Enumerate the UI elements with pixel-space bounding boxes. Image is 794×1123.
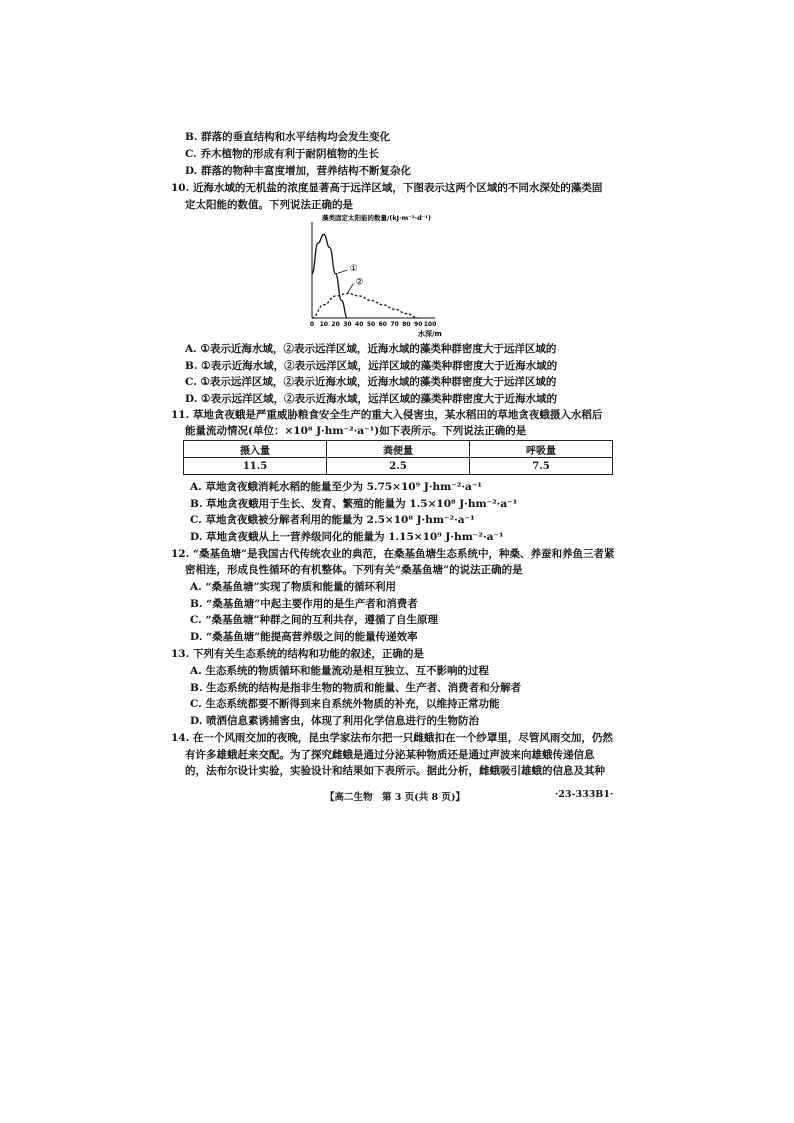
q10-stem-line2: 定太阳能的数值。下列说法正确的是 <box>185 199 353 211</box>
series-leader-2 <box>347 283 353 293</box>
table-row <box>184 458 613 475</box>
q11-option-c: C. 草地贪夜蛾被分解者利用的能量为 2.5×10⁸ J·hm⁻²·a⁻¹ <box>190 514 475 526</box>
q12-option-b: B. “桑基鱼塘”中起主要作用的是生产者和消费者 <box>190 598 418 610</box>
x-ticks <box>310 321 436 328</box>
q14-stem-line2: 有许多雄蛾赶来交配。为了探究雌蛾是通过分泌某种物质还是通过声波来向雄蛾传递信息 <box>185 749 595 761</box>
q11-option-d: D. 草地贪夜蛾从上一营养级同化的能量为 1.15×10⁹ J·hm⁻²·a⁻¹ <box>190 531 504 543</box>
q10-stem-line1: 10. 近海水域的无机盐的浓度显著高于远洋区域，下图表示这两个区域的不同水深处的藻类固 <box>171 182 603 194</box>
q9-option-d: D. 群落的物种丰富度增加，营养结构不断复杂化 <box>185 165 412 177</box>
q14-stem-line3: 的，法布尔设计实验，实验设计和结果如下表所示。据此分析，雌蛾吸引雄蛾的信息及其种 <box>185 765 605 777</box>
q13-option-a: A. 生态系统的物质循环和能量流动是相互独立、互不影响的过程 <box>190 665 489 677</box>
q12-stem-line1: 12. “桑基鱼塘”是我国古代传统农业的典范，在桑基鱼塘生态系统中，种桑、养蚕和养鱼三者紧 <box>171 548 615 560</box>
q13-option-b: B. 生态系统的结构是指非生物的物质和能量、生产者、消费者和分解者 <box>190 682 522 694</box>
q12-option-d: D. “桑基鱼塘”能提高营养级之间的能量传递效率 <box>190 631 418 643</box>
x-tick-label: 30 <box>343 321 352 328</box>
q13-option-c: C. 生态系统都要不断得到来自系统外物质的补充，以维持正常功能 <box>190 698 500 710</box>
x-tick-label: 50 <box>366 321 376 328</box>
header-intake: 摄入量 <box>184 441 327 458</box>
q11-stem-line1: 11. 草地贪夜蛾是严重威胁粮食安全生产的重大入侵害虫，某水稻田的草地贪夜蛾摄入水稻后 <box>171 409 603 421</box>
x-tick-label: 60 <box>378 321 387 328</box>
x-tick-label: 40 <box>355 321 364 328</box>
chart-xlabel: 水深/m <box>418 330 442 338</box>
x-tick-label: 70 <box>390 321 399 328</box>
chart-series <box>312 234 418 318</box>
header-feces: 粪便量 <box>327 441 470 458</box>
chart-ylabel: 藻类固定太阳能的数量/(kJ·m⁻²·d⁻¹) <box>322 214 431 222</box>
value-intake: 11.5 <box>184 458 327 475</box>
header-respiration: 呼吸量 <box>470 441 613 458</box>
algae-energy-chart <box>300 210 450 340</box>
page-footer-label: 【高二生物 第 3 页(共 8 页)】 <box>325 792 465 803</box>
q10-option-c: C. ①表示远洋区域，②表示近海水域，近海水域的藻类种群密度大于远洋区域的 <box>185 376 557 388</box>
q14-stem-line1: 14. 在一个风雨交加的夜晚，昆虫学家法布尔把一只雌蛾扣在一个纱罩里，尽管风雨交加，仍然 <box>171 732 613 744</box>
x-tick-label: 20 <box>331 321 340 328</box>
page-footer-code: ·23-333B1· <box>555 789 614 800</box>
x-tick-label: 0 <box>309 321 315 328</box>
q11-option-a: A. 草地贪夜蛾消耗水稻的能量至少为 5.75×10⁹ J·hm⁻²·a⁻¹ <box>190 481 482 493</box>
series-line-2 <box>312 293 418 318</box>
q12-stem-line2: 密相连，形成良性循环的有机整体。下列有关“桑基鱼塘”的说法正确的是 <box>185 564 523 576</box>
q9-option-b: B. 群落的垂直结构和水平结构均会发生变化 <box>185 131 391 143</box>
series-label-2: ② <box>355 277 364 288</box>
series-leader-1 <box>336 270 348 274</box>
q10-option-b: B. ①表示近海水域，②表示远洋区域，远洋区域的藻类种群密度大于近海水域的 <box>185 360 558 372</box>
q10-option-a: A. ①表示近海水域，②表示远洋区域，近海水域的藻类种群密度大于远洋区域的 <box>185 343 557 355</box>
q13-stem: 13. 下列有关生态系统的结构和功能的叙述，正确的是 <box>171 648 424 660</box>
q9-option-c: C. 乔木植物的形成有利于耐阴植物的生长 <box>185 148 379 160</box>
x-tick-label: 100 <box>423 321 437 328</box>
q13-option-d: D. 喷洒信息素诱捕害虫，体现了利用化学信息进行的生物防治 <box>190 715 480 727</box>
q12-option-a: A. “桑基鱼塘”实现了物质和能量的循环利用 <box>190 581 397 593</box>
series-line-1 <box>312 234 347 318</box>
q10-option-d: D. ①表示远洋区域，②表示近海水域，远洋区域的藻类种群密度大于近海水域的 <box>185 393 557 405</box>
table-header-row <box>184 441 613 458</box>
x-tick-label: 10 <box>319 321 328 328</box>
q11-option-b: B. 草地贪夜蛾用于生长、发育、繁殖的能量为 1.5×10⁸ J·hm⁻²·a⁻¹ <box>190 498 518 510</box>
x-tick-label: 80 <box>402 321 411 328</box>
value-feces: 2.5 <box>327 458 470 475</box>
series-label-1: ① <box>349 264 358 274</box>
energy-flow-table <box>183 440 613 475</box>
x-tick-label: 90 <box>414 321 423 328</box>
value-respiration: 7.5 <box>470 458 613 475</box>
q12-option-c: C. “桑基鱼塘”种群之间的互利共存，遵循了自生原理 <box>190 614 439 626</box>
q11-stem-line2: 能量流动情况(单位：×10⁸ J·hm⁻²·a⁻¹)如下表所示。下列说法正确的是 <box>185 425 527 437</box>
